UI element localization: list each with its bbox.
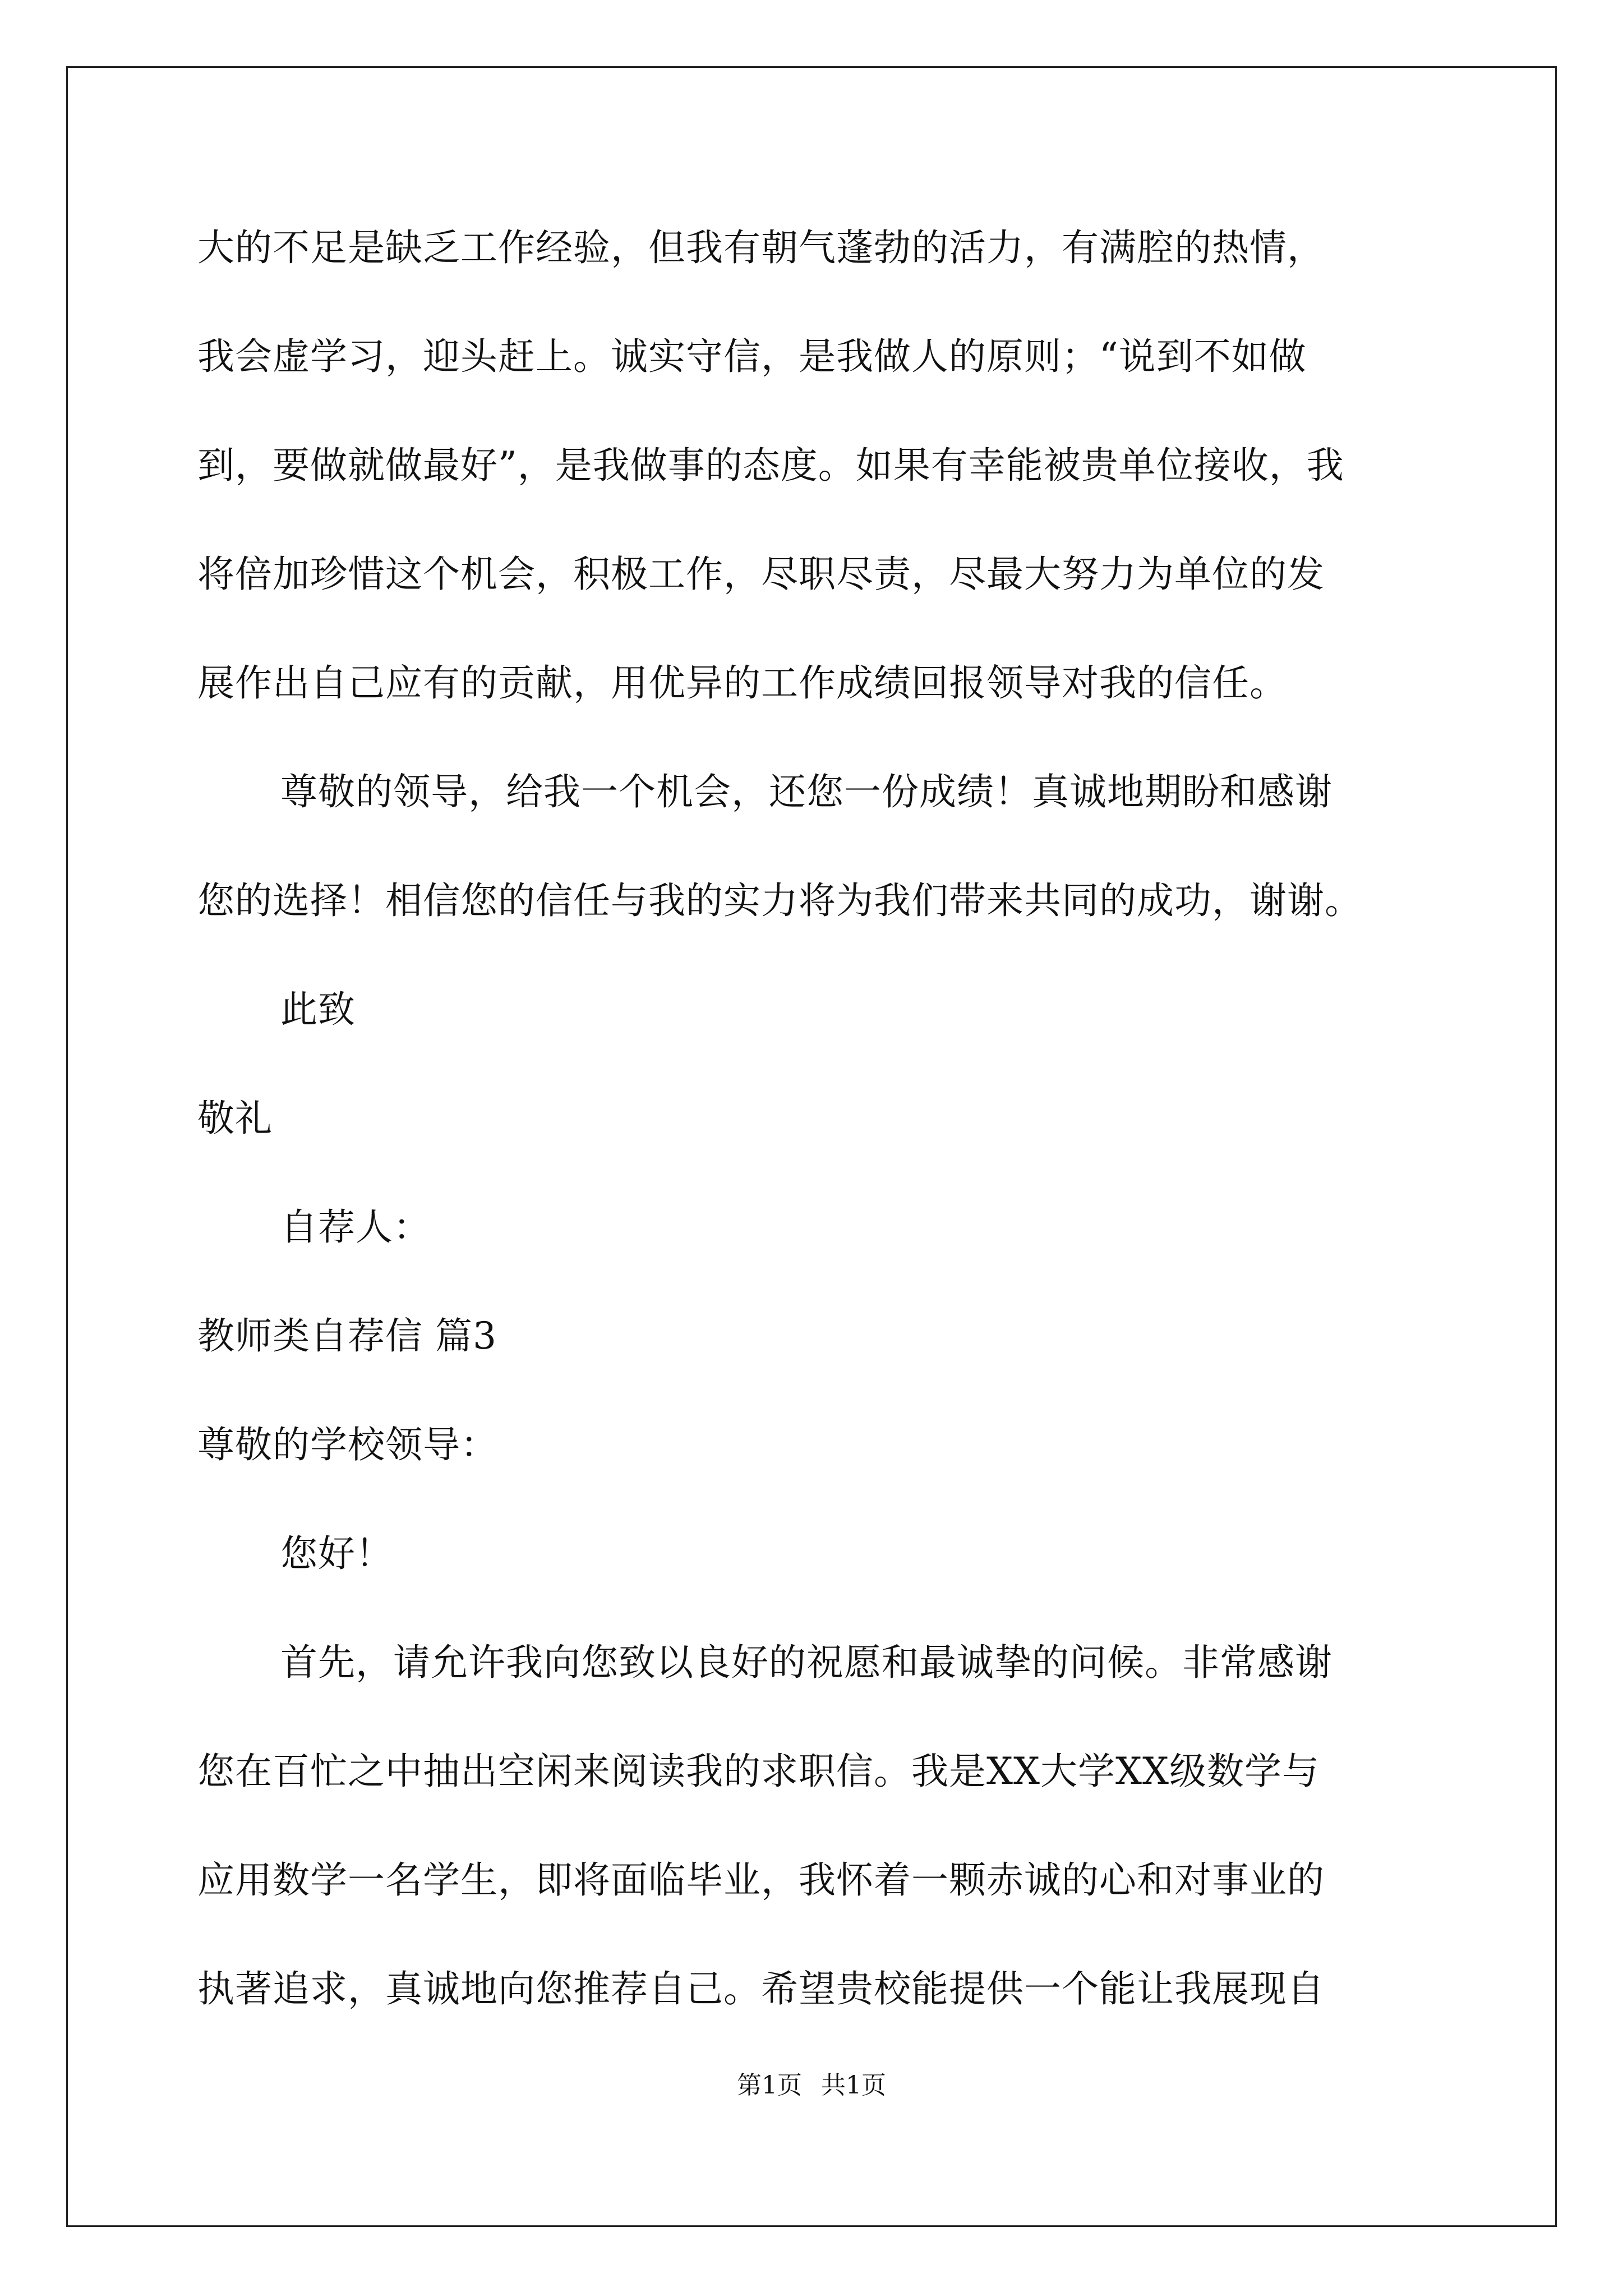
body-line: 将倍加珍惜这个机会，积极工作，尽职尽责，尽最大努力为单位的发 [197,553,1325,596]
greeting-line: 您好！ [280,1532,393,1575]
page-border [66,66,1557,2227]
page-number: 第1页 [737,2071,802,2100]
signature-line: 自荐人： [280,1205,431,1249]
body-line: 您在百忙之中抽出空闲来阅读我的求职信。我是XX大学XX级数学与 [197,1750,1320,1793]
page-footer [0,2070,1623,2101]
section-heading: 教师类自荐信 篇3 [197,1314,497,1358]
body-line: 大的不足是缺乏工作经验，但我有朝气蓬勃的活力，有满腔的热情， [197,226,1325,269]
body-line: 应用数学一名学生，即将面临毕业，我怀着一颗赤诚的心和对事业的 [197,1858,1325,1902]
body-line: 您的选择！相信您的信任与我的实力将为我们带来共同的成功，谢谢。 [197,879,1362,922]
body-line: 首先，请允许我向您致以良好的祝愿和最诚挚的问候。非常感谢 [280,1641,1332,1684]
body-line: 执著追求，真诚地向您推荐自己。希望贵校能提供一个能让我展现自 [197,1967,1325,2010]
salutation-line: 敬礼 [197,1097,273,1140]
greeting-line: 尊敬的学校领导： [197,1423,498,1466]
body-line: 我会虚学习，迎头赶上。诚实守信，是我做人的原则；“说到不如做 [197,335,1307,378]
body-line: 尊敬的领导，给我一个机会，还您一份成绩！真诚地期盼和感谢 [280,770,1332,813]
page-total: 共1页 [821,2071,886,2100]
body-line: 展作出自己应有的贡献，用优异的工作成绩回报领导对我的信任。 [197,661,1287,705]
closing-line: 此致 [280,988,356,1031]
body-line: 到，要做就做最好”，是我做事的态度。如果有幸能被贵单位接收，我 [197,444,1344,487]
